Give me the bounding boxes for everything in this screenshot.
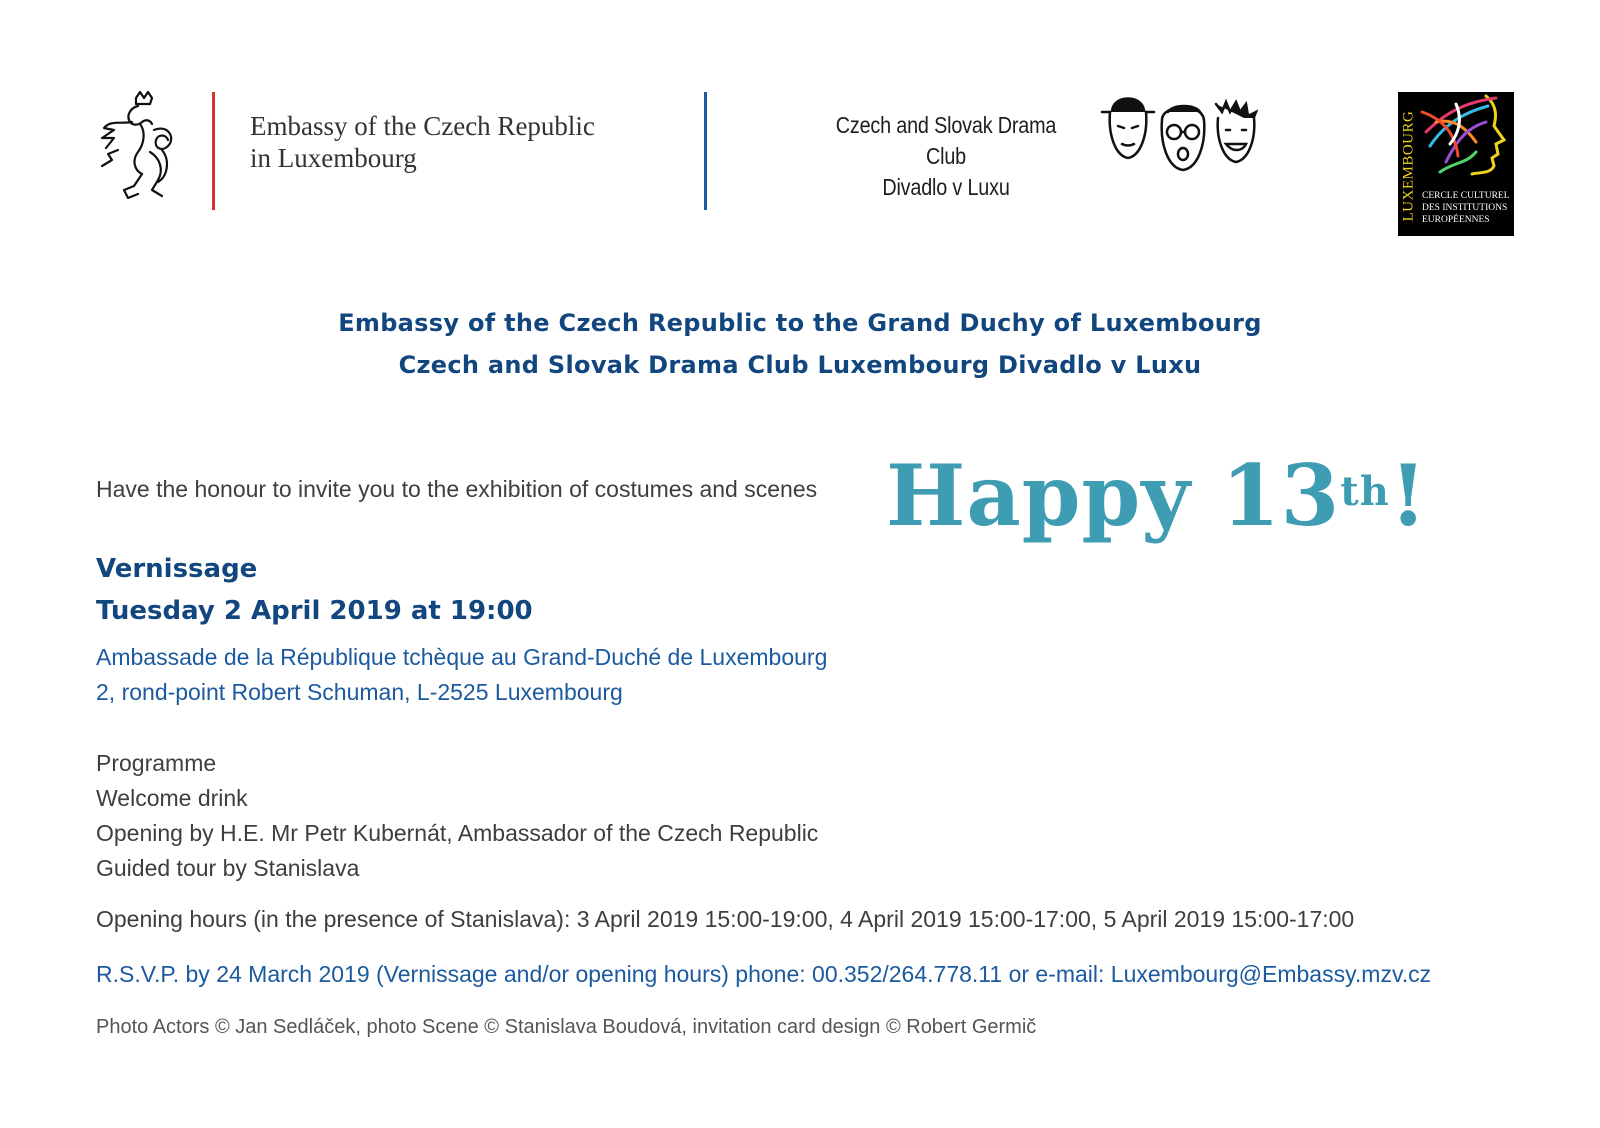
venue-address [96,640,827,710]
cercle-text [1422,190,1510,226]
cercle-face-art-icon [1416,92,1514,192]
rsvp-contact: R.S.V.P. by 24 March 2019 (Vernissage and/or opening hours) phone: 00.352/264.778.11 or e-mail: Luxembourg@Embassy.mzv.cz [96,961,1432,987]
cercle-vertical-text: LUXEMBOURG [1400,110,1417,222]
drama-club-name [831,110,1061,203]
programme-item: Welcome drink [96,785,248,811]
programme-title: Programme [96,750,217,776]
club-name-line-1: Czech and Slovak Drama Club [835,112,1057,169]
cercle-text-line-1: CERCLE CULTUREL [1422,191,1510,201]
embassy-name-line-2: in Luxembourg [250,143,417,173]
programme-item: Opening by H.E. Mr Petr Kubernát, Ambassador of the Czech Republic [96,820,819,846]
happy-end: ! [1389,446,1428,545]
drama-club-faces-logo-icon [1098,90,1278,180]
happy-13th-title [886,446,1428,546]
embassy-name [250,110,595,174]
vernissage-datetime: Tuesday 2 April 2019 at 19:00 [96,596,533,626]
invitation-text: Have the honour to invite you to the exhibition of costumes and scenes [96,476,818,502]
vernissage-title: Vernissage [96,554,258,584]
opening-hours: Opening hours (in the presence of Stanislava): 3 April 2019 15:00-19:00, 4 April 2019 15:00-17:00, 5 April 2019 15:00-17:00 [96,906,1355,932]
address-line-2: 2, rond-point Robert Schuman, L-2525 Luxembourg [96,679,623,705]
cercle-text-line-3: EUROPÉENNES [1422,215,1490,225]
happy-main: Happy 13 [886,446,1341,545]
blue-divider [704,92,707,210]
heading-line-1: Embassy of the Czech Republic to the Grand Duchy of Luxembourg [338,309,1262,337]
czech-lion-emblem-icon [88,90,188,210]
red-divider [212,92,215,210]
embassy-name-line-1: Embassy of the Czech Republic [250,111,595,141]
cercle-text-line-2: DES INSTITUTIONS [1422,203,1508,213]
programme-item: Guided tour by Stanislava [96,855,360,881]
club-name-line-2: Divadlo v Luxu [882,174,1010,200]
vernissage-block [96,548,533,632]
photo-credits: Photo Actors © Jan Sedláček, photo Scene © Stanislava Boudová, invitation card design © Robert Germič [96,1016,1037,1038]
address-line-1: Ambassade de la République tchèque au Grand-Duché de Luxembourg [96,644,828,670]
heading-line-2: Czech and Slovak Drama Club Luxembourg Divadlo v Luxu [398,351,1202,379]
programme-list [96,746,818,886]
cercle-culturel-logo [1398,92,1514,236]
happy-suffix: th [1340,468,1390,515]
organizers-heading [0,302,1600,386]
